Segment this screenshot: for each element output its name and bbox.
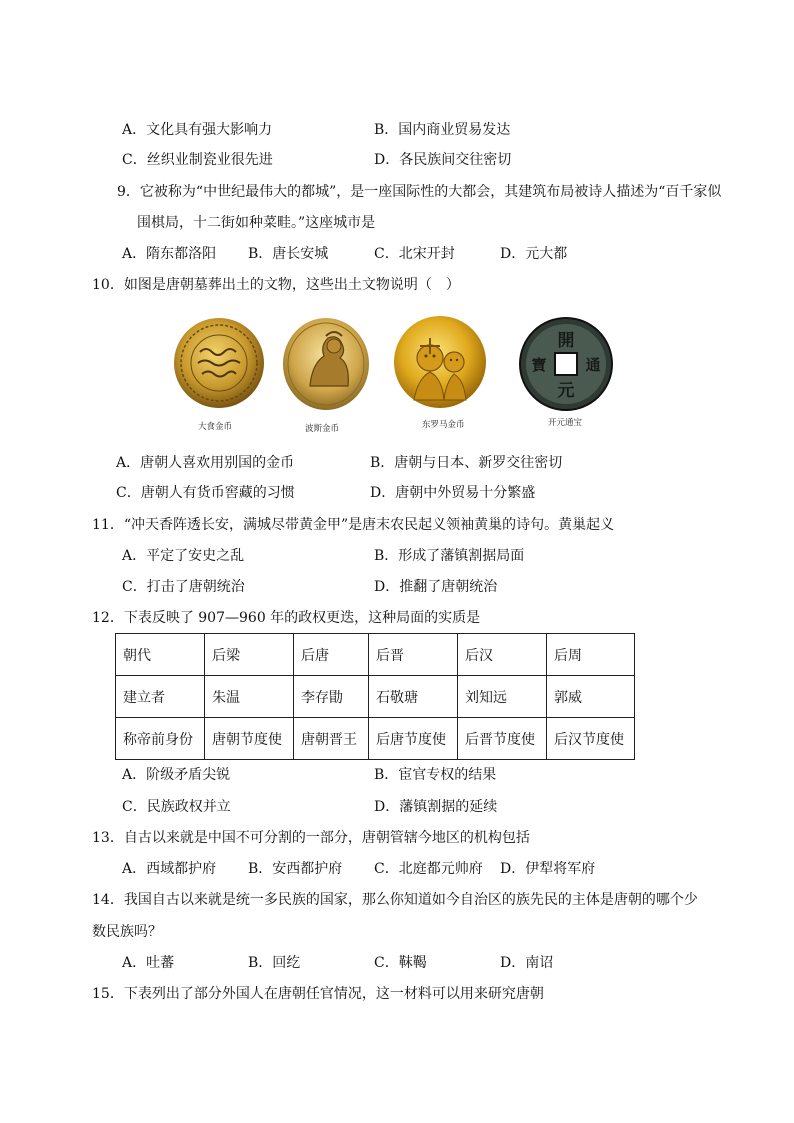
option-label: A．	[122, 548, 147, 564]
q10-option-c	[116, 483, 295, 503]
option-text: 唐朝中外贸易十分繁盛	[395, 485, 536, 501]
option-label: D．	[374, 799, 400, 815]
option-label: C．	[122, 799, 147, 815]
table-cell: 后周	[547, 634, 635, 676]
q12-option-b	[374, 765, 496, 785]
table-row	[116, 634, 635, 676]
option-text: 唐朝与日本、新罗交往密切	[394, 455, 563, 471]
option-text: 回纥	[272, 955, 301, 971]
option-text: 平定了安史之乱	[146, 548, 245, 564]
q11-option-a	[122, 546, 244, 566]
option-text: 隋东都洛阳	[146, 246, 217, 262]
q9-option-c	[374, 244, 455, 264]
option-label: B．	[248, 955, 273, 971]
question-number: 11．	[92, 517, 124, 533]
option-text: 北庭都元帅府	[398, 861, 483, 877]
option-label: A．	[116, 455, 141, 471]
question-number: 13．	[92, 830, 124, 846]
table-cell: 后唐节度使	[369, 718, 458, 760]
table-row	[116, 718, 635, 760]
q9-stem-line1	[117, 182, 721, 202]
q10-stem	[92, 275, 460, 295]
option-text: 元大都	[525, 246, 568, 262]
table-cell: 后晋	[369, 634, 458, 676]
table-cell: 唐朝节度使	[205, 718, 294, 760]
q11-option-b	[374, 546, 524, 566]
question-number: 14．	[92, 892, 124, 908]
q12-stem	[92, 608, 480, 628]
option-label: A．	[122, 246, 147, 262]
q11-stem	[92, 515, 614, 535]
q14-option-d	[500, 953, 553, 973]
option-text: 唐朝人喜欢用别国的金币	[140, 455, 295, 471]
table-cell: 刘知远	[458, 676, 547, 718]
coin-char-bottom: 元	[557, 381, 575, 401]
q8-option-b	[374, 120, 510, 140]
option-label: D．	[500, 955, 526, 971]
option-text: 宦官专权的结果	[398, 767, 497, 783]
table-cell: 郭威	[547, 676, 635, 718]
q13-option-b	[248, 859, 342, 879]
q14-stem-line1	[92, 890, 698, 910]
option-label: D．	[370, 485, 396, 501]
option-text: 唐长安城	[272, 246, 329, 262]
option-label: C．	[122, 152, 147, 168]
table-cell: 后汉节度使	[547, 718, 635, 760]
option-label: C．	[116, 485, 141, 501]
option-text: 国内商业贸易发达	[398, 122, 511, 138]
option-label: B．	[374, 122, 399, 138]
option-text: 形成了藩镇割据局面	[398, 548, 525, 564]
option-label: D．	[500, 861, 526, 877]
arab-gold-dinar-icon	[172, 316, 266, 414]
q11-option-c	[122, 577, 245, 597]
q10-option-a	[116, 453, 294, 473]
option-text: 阶级矛盾尖锐	[146, 767, 231, 783]
option-text: 各民族间交往密切	[399, 152, 512, 168]
q14-stem-line2: 数民族吗？	[92, 924, 162, 940]
table-cell: 后唐	[294, 634, 369, 676]
table-row	[116, 676, 635, 718]
q12-option-c	[122, 797, 231, 817]
q11-option-d	[374, 577, 497, 597]
option-text: 藩镇割据的延续	[399, 799, 498, 815]
q8-option-a	[122, 120, 272, 140]
question-number: 9．	[117, 184, 140, 200]
q10-option-d	[370, 483, 535, 503]
option-label: D．	[374, 152, 400, 168]
option-label: C．	[122, 579, 147, 595]
q14-option-c	[374, 953, 427, 973]
table-cell: 朱温	[205, 676, 294, 718]
question-number: 15．	[92, 986, 124, 1002]
option-label: A．	[122, 122, 147, 138]
option-label: D．	[374, 579, 400, 595]
option-text: 文化具有强大影响力	[146, 122, 273, 138]
table-cell: 后汉	[458, 634, 547, 676]
q12-option-a	[122, 765, 230, 785]
q9-option-a	[122, 244, 216, 264]
coin-char-right: 通	[585, 356, 601, 374]
coin-caption: 波斯金币	[305, 424, 340, 434]
kaiyuan-tongbao-coin-icon	[518, 316, 614, 416]
coin-char-left: 寶	[531, 356, 547, 374]
question-stem: 如图是唐朝墓葬出土的文物，这些出土文物说明（ ）	[123, 277, 460, 293]
q13-stem	[92, 828, 530, 848]
q15-stem	[92, 984, 544, 1004]
option-label: B．	[370, 455, 395, 471]
option-label: A．	[122, 767, 147, 783]
option-text: 吐蕃	[146, 955, 175, 971]
option-text: 丝织业制瓷业很先进	[146, 152, 273, 168]
option-label: D．	[500, 246, 526, 262]
option-text: 唐朝人有货币窖藏的习惯	[140, 485, 295, 501]
table-cell: 建立者	[116, 676, 205, 718]
question-stem: 我国自古以来就是统一多民族的国家，那么你知道如今自治区的族先民的主体是唐朝的哪个少	[123, 892, 698, 908]
table-cell: 称帝前身份	[116, 718, 205, 760]
option-label: A．	[122, 955, 147, 971]
option-text: 民族政权并立	[146, 799, 231, 815]
q10-option-b	[370, 453, 562, 473]
q14-option-a	[122, 953, 174, 973]
question-number: 12．	[92, 610, 124, 626]
q12-option-d	[374, 797, 497, 817]
table-cell: 后晋节度使	[458, 718, 547, 760]
option-label: C．	[374, 246, 399, 262]
q8-option-c	[122, 150, 273, 170]
question-stem: 自古以来就是中国不可分割的一部分，唐朝管辖今地区的机构包括	[123, 830, 530, 846]
question-stem: 它被称为“中世纪最伟大的都城”，是一座国际性的大都会，其建筑布局被诗人描述为“百千家似	[139, 184, 722, 200]
table-cell: 唐朝晋王	[294, 718, 369, 760]
option-text: 打击了唐朝统治	[146, 579, 245, 595]
option-label: C．	[374, 955, 399, 971]
table-cell: 后梁	[205, 634, 294, 676]
coin-char-top: 開	[557, 331, 575, 351]
option-label: B．	[248, 861, 273, 877]
q13-option-c	[374, 859, 483, 879]
byzantine-gold-coin-icon	[392, 314, 488, 414]
q9-stem-line2: 围棋局，十二街如种菜畦。”这座城市是	[137, 215, 376, 231]
table-cell: 石敬瑭	[369, 676, 458, 718]
question-stem: 下表列出了部分外国人在唐朝任官情况，这一材料可以用来研究唐朝	[123, 986, 544, 1002]
option-label: A．	[122, 861, 147, 877]
q9-option-b	[248, 244, 328, 264]
option-text: 伊犁将军府	[525, 861, 596, 877]
q10-coin-figure	[160, 316, 620, 434]
option-text: 靺鞨	[398, 955, 427, 971]
regime-table	[115, 633, 635, 760]
table-cell: 李存勖	[294, 676, 369, 718]
option-label: C．	[374, 861, 399, 877]
option-text: 西域都护府	[146, 861, 217, 877]
question-stem: “冲天香阵透长安，满城尽带黄金甲”是唐末农民起义领袖黄巢的诗句。黄巢起义	[123, 517, 615, 533]
option-text: 北宋开封	[398, 246, 455, 262]
coin-caption: 大食金币	[198, 422, 233, 432]
option-text: 南诏	[525, 955, 554, 971]
persian-gold-coin-icon	[280, 316, 372, 416]
q13-option-a	[122, 859, 216, 879]
option-label: B．	[374, 548, 399, 564]
q14-option-b	[248, 953, 300, 973]
coin-caption: 东罗马金币	[422, 420, 465, 430]
question-stem: 下表反映了 907—960 年的政权更迭，这种局面的实质是	[123, 610, 481, 626]
question-number: 10．	[92, 277, 124, 293]
option-text: 安西都护府	[272, 861, 343, 877]
option-text: 推翻了唐朝统治	[399, 579, 498, 595]
table-cell: 朝代	[116, 634, 205, 676]
q13-option-d	[500, 859, 595, 879]
coin-caption: 开元通宝	[548, 418, 583, 428]
option-label: B．	[374, 767, 399, 783]
option-label: B．	[248, 246, 273, 262]
q9-option-d	[500, 244, 567, 264]
q8-option-d	[374, 150, 511, 170]
